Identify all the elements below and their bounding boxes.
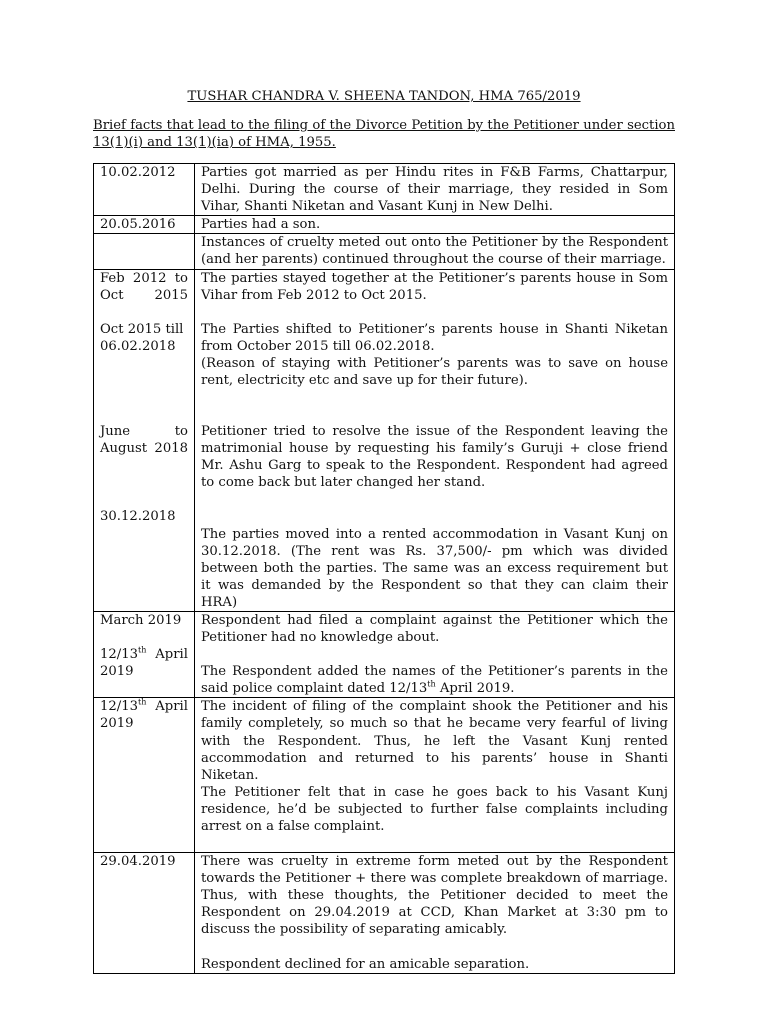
date-text: 10.02.2012 bbox=[100, 165, 176, 180]
description-cell bbox=[195, 698, 675, 853]
description-text: (Reason of staying with Petitioner’s parents was to save on house rent, electricity etc and save up for their future). bbox=[201, 355, 668, 389]
intro-paragraph: Brief facts that lead to the filing of the Divorce Petition by the Petitioner under section 13(1)(i) and 13(1)(ia) of HMA, 1955. bbox=[93, 118, 675, 150]
description-text: The Respondent added the names of the Petitioner’s parents in the said police complaint dated 12/13th April 2019. bbox=[201, 664, 668, 697]
description-text: Petitioner tried to resolve the issue of the Respondent leaving the matrimonial house by requesting his family’s Guruji + close friend Mr. Ashu Garg to speak to the Respondent. Respondent had agreed to come back but later changed her stand. bbox=[201, 424, 668, 491]
date-text: June to August 2018 bbox=[100, 423, 188, 457]
description-text: The parties moved into a rented accommodation in Vasant Kunj on 30.12.2018. (The rent was Rs. 37,500/- pm which was divided between both the parties. The same was an excess requirement but it was demanded by the Respondent so that they can claim their HRA) bbox=[201, 526, 668, 610]
table-row bbox=[94, 611, 675, 697]
description-cell bbox=[195, 164, 675, 216]
table-row bbox=[94, 164, 675, 216]
table-row bbox=[94, 853, 675, 974]
description-cell bbox=[195, 269, 675, 611]
date-text: 30.12.2018 bbox=[100, 509, 176, 525]
description-text: Instances of cruelty meted out onto the Petitioner by the Respondent (and her parents) continued throughout the course of their marriage. bbox=[201, 235, 668, 268]
description-text: The Petitioner felt that in case he goes back to his Vasant Kunj residence, he’d be subjected to further false complaints including arrest on a false complaint. bbox=[201, 784, 668, 834]
table-row bbox=[94, 216, 675, 234]
date-text: Feb 2012 to Oct 2015 bbox=[100, 270, 188, 303]
date-text: 12/13th April 2019 bbox=[100, 697, 188, 732]
date-cell bbox=[94, 216, 195, 234]
description-cell bbox=[195, 853, 675, 974]
date-cell bbox=[94, 853, 195, 974]
description-cell bbox=[195, 611, 675, 697]
date-cell bbox=[94, 611, 195, 697]
table-row bbox=[94, 234, 675, 269]
case-title: TUSHAR CHANDRA V. SHEENA TANDON, HMA 765/2019 bbox=[187, 89, 581, 104]
date-cell bbox=[94, 269, 195, 611]
date-cell bbox=[94, 698, 195, 853]
date-text: March 2019 bbox=[100, 612, 182, 628]
date-text: 29.04.2019 bbox=[100, 854, 176, 870]
description-text: Respondent declined for an amicable separation. bbox=[201, 956, 530, 972]
description-text: Parties got married as per Hindu rites in F&B Farms, Chattarpur, Delhi. During the course of their marriage, they resided in Som Vihar, Shanti Niketan and Vasant Kunj in New Delhi. bbox=[201, 165, 668, 215]
description-text: Parties had a son. bbox=[201, 217, 321, 233]
facts-table bbox=[93, 163, 675, 974]
date-text: Oct 2015 till 06.02.2018 bbox=[100, 321, 184, 354]
table-row bbox=[94, 698, 675, 853]
date-text: 12/13th April 2019 bbox=[100, 645, 188, 680]
date-cell bbox=[94, 234, 195, 269]
description-cell bbox=[195, 234, 675, 269]
description-text: The incident of filing of the complaint shook the Petitioner and his family completely, so much so that he became very fearful of living with the Respondent. Thus, he left the Vasant Kunj rented accommodation and returned to his parents’ house in Shanti Niketan. bbox=[201, 699, 668, 783]
description-cell bbox=[195, 216, 675, 234]
table-row bbox=[94, 269, 675, 611]
description-text: The parties stayed together at the Petitioner’s parents house in Som Vihar from Feb 2012 to Oct 2015. bbox=[201, 270, 668, 303]
date-text: 20.05.2016 bbox=[100, 217, 176, 233]
description-text: There was cruelty in extreme form meted out by the Respondent towards the Petitioner + there was complete breakdown of marriage. Thus, with these thoughts, the Petitioner decided to meet the Respondent on 29.04.2019 at CCD, Khan Market at 3:30 pm to discuss the possibility of separating amicably. bbox=[201, 854, 668, 938]
date-cell bbox=[94, 164, 195, 216]
description-text: The Parties shifted to Petitioner’s parents house in Shanti Niketan from October 2015 till 06.02.2018. bbox=[201, 321, 668, 354]
description-text: Respondent had filed a complaint against the Petitioner which the Petitioner had no knowledge about. bbox=[201, 612, 668, 646]
